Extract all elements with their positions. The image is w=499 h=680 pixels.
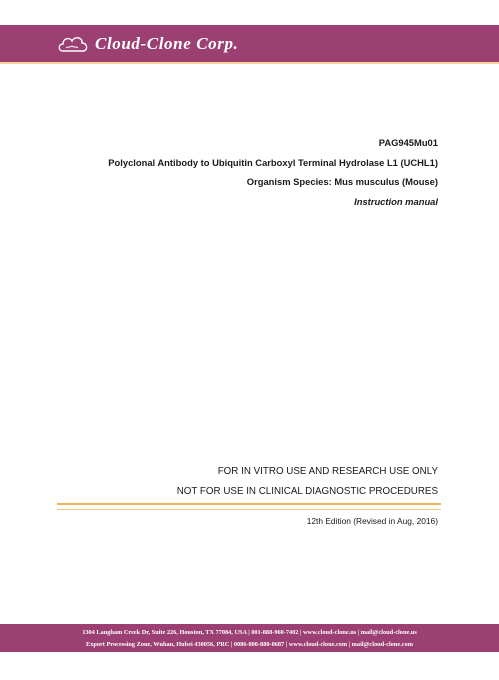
header-accent-line <box>0 62 499 64</box>
divider-thick <box>57 503 441 505</box>
title-block <box>108 133 438 211</box>
cloud-logo-icon <box>57 33 89 55</box>
clinical-use-line: NOT FOR USE IN CLINICAL DIAGNOSTIC PROCEDURES <box>176 485 438 497</box>
logo-text: Cloud-Clone Corp. <box>95 34 239 53</box>
divider-thin <box>57 509 441 510</box>
usage-notice <box>177 462 438 501</box>
company-logo <box>57 31 238 57</box>
catalog-number: PAG945Mu01 <box>378 137 438 148</box>
footer-address-us: 1304 Langham Creek Dr, Suite 226, Houston, TX 77084, USA | 001-888-960-7402 | www.cloud-clone.us | mail@cloud-clone.us <box>82 629 417 636</box>
edition-note: 12th Edition (Revised in Aug, 2016) <box>306 516 438 526</box>
organism-species: Organism Species: Mus musculus (Mouse) <box>246 176 438 188</box>
footer-band <box>0 624 499 652</box>
document-type: Instruction manual <box>354 195 438 207</box>
research-use-line: FOR IN VITRO USE AND RESEARCH USE ONLY <box>217 466 438 477</box>
footer-address-cn: Export Processing Zone, Wuhan, Hubei 430056, PRC | 0086-800-880-0687 | www.cloud-clone.com | mail@cloud-clone.com <box>86 640 413 648</box>
product-name: Polyclonal Antibody to Ubiquitin Carboxyl Terminal Hydrolase L1 (UCHL1) <box>108 156 438 168</box>
header-band <box>0 25 499 62</box>
